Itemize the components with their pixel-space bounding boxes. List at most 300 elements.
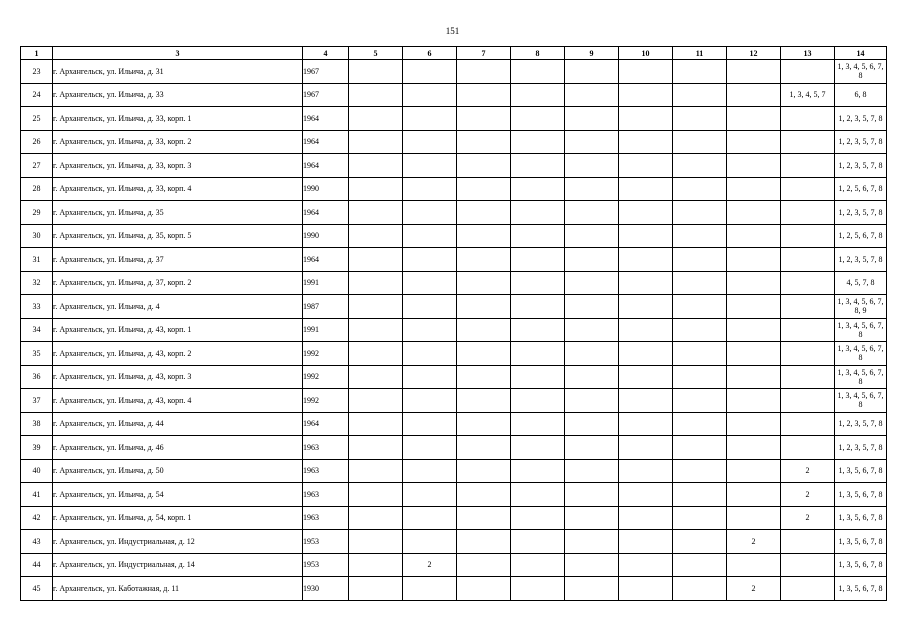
col10-cell	[619, 83, 673, 107]
column-header: 12	[727, 47, 781, 60]
row-number-cell: 32	[21, 271, 53, 295]
column-header: 9	[565, 47, 619, 60]
col5-cell	[349, 553, 403, 577]
table-row	[21, 154, 887, 178]
col6-cell	[403, 83, 457, 107]
col10-cell	[619, 224, 673, 248]
col6-cell	[403, 436, 457, 460]
year-cell: 1930	[303, 577, 349, 601]
col12-cell	[727, 224, 781, 248]
col11-cell	[673, 342, 727, 366]
col14-cell: 1, 3, 4, 5, 6, 7, 8	[835, 389, 887, 413]
col8-cell	[511, 295, 565, 319]
col12-cell	[727, 154, 781, 178]
col12-cell	[727, 248, 781, 272]
address-cell: г. Архангельск, ул. Ильича, д. 43, корп. 4	[53, 389, 303, 413]
col8-cell	[511, 483, 565, 507]
col9-cell	[565, 224, 619, 248]
col8-cell	[511, 177, 565, 201]
row-number-cell: 34	[21, 318, 53, 342]
col14-cell: 1, 2, 3, 5, 7, 8	[835, 107, 887, 131]
col11-cell	[673, 177, 727, 201]
col10-cell	[619, 130, 673, 154]
year-cell: 1953	[303, 530, 349, 554]
buildings-table	[20, 46, 887, 601]
col6-cell	[403, 577, 457, 601]
col10-cell	[619, 271, 673, 295]
col8-cell	[511, 506, 565, 530]
col8-cell	[511, 60, 565, 84]
column-header: 11	[673, 47, 727, 60]
year-cell: 1964	[303, 107, 349, 131]
col13-cell	[781, 365, 835, 389]
year-cell: 1963	[303, 483, 349, 507]
row-number-cell: 42	[21, 506, 53, 530]
col10-cell	[619, 483, 673, 507]
col10-cell	[619, 154, 673, 178]
col8-cell	[511, 365, 565, 389]
col5-cell	[349, 130, 403, 154]
col8-cell	[511, 130, 565, 154]
col14-cell: 1, 2, 3, 5, 7, 8	[835, 436, 887, 460]
year-cell: 1990	[303, 224, 349, 248]
year-cell: 1992	[303, 365, 349, 389]
col7-cell	[457, 436, 511, 460]
col14-cell: 1, 3, 5, 6, 7, 8	[835, 553, 887, 577]
col14-cell: 1, 3, 4, 5, 6, 7, 8	[835, 342, 887, 366]
col12-cell	[727, 295, 781, 319]
col14-cell: 1, 3, 5, 6, 7, 8	[835, 506, 887, 530]
col13-cell: 2	[781, 483, 835, 507]
col10-cell	[619, 506, 673, 530]
col7-cell	[457, 201, 511, 225]
address-cell: г. Архангельск, ул. Ильича, д. 33, корп. 4	[53, 177, 303, 201]
column-header: 6	[403, 47, 457, 60]
col8-cell	[511, 248, 565, 272]
table-row	[21, 60, 887, 84]
col14-cell: 1, 2, 3, 5, 7, 8	[835, 248, 887, 272]
col13-cell	[781, 248, 835, 272]
col10-cell	[619, 342, 673, 366]
col12-cell	[727, 107, 781, 131]
col13-cell	[781, 224, 835, 248]
col7-cell	[457, 459, 511, 483]
table-row	[21, 342, 887, 366]
col13-cell	[781, 154, 835, 178]
col14-cell: 1, 2, 5, 6, 7, 8	[835, 177, 887, 201]
col12-cell	[727, 506, 781, 530]
address-cell: г. Архангельск, ул. Ильича, д. 50	[53, 459, 303, 483]
column-header: 5	[349, 47, 403, 60]
table-row	[21, 436, 887, 460]
col9-cell	[565, 389, 619, 413]
col9-cell	[565, 553, 619, 577]
col13-cell: 2	[781, 506, 835, 530]
year-cell: 1987	[303, 295, 349, 319]
col7-cell	[457, 389, 511, 413]
row-number-cell: 44	[21, 553, 53, 577]
col5-cell	[349, 318, 403, 342]
col9-cell	[565, 248, 619, 272]
table-row	[21, 130, 887, 154]
col11-cell	[673, 295, 727, 319]
col9-cell	[565, 577, 619, 601]
col7-cell	[457, 342, 511, 366]
col5-cell	[349, 483, 403, 507]
col13-cell	[781, 177, 835, 201]
row-number-cell: 41	[21, 483, 53, 507]
col9-cell	[565, 295, 619, 319]
address-cell: г. Архангельск, ул. Индустриальная, д. 12	[53, 530, 303, 554]
col8-cell	[511, 412, 565, 436]
address-cell: г. Архангельск, ул. Индустриальная, д. 14	[53, 553, 303, 577]
col12-cell	[727, 365, 781, 389]
col10-cell	[619, 201, 673, 225]
col11-cell	[673, 154, 727, 178]
table-body	[21, 60, 887, 601]
col6-cell	[403, 530, 457, 554]
table-row	[21, 295, 887, 319]
col6-cell	[403, 271, 457, 295]
address-cell: г. Архангельск, ул. Ильича, д. 54	[53, 483, 303, 507]
col12-cell	[727, 459, 781, 483]
col6-cell	[403, 506, 457, 530]
col5-cell	[349, 201, 403, 225]
column-header: 3	[53, 47, 303, 60]
col9-cell	[565, 154, 619, 178]
row-number-cell: 25	[21, 107, 53, 131]
col12-cell	[727, 412, 781, 436]
col7-cell	[457, 483, 511, 507]
col12-cell	[727, 130, 781, 154]
col13-cell	[781, 553, 835, 577]
col14-cell: 1, 3, 5, 6, 7, 8	[835, 459, 887, 483]
col6-cell	[403, 201, 457, 225]
address-cell: г. Архангельск, ул. Ильича, д. 46	[53, 436, 303, 460]
col9-cell	[565, 177, 619, 201]
col12-cell	[727, 318, 781, 342]
address-cell: г. Архангельск, ул. Ильича, д. 37	[53, 248, 303, 272]
table-row	[21, 412, 887, 436]
address-cell: г. Архангельск, ул. Ильича, д. 33	[53, 83, 303, 107]
col12-cell	[727, 177, 781, 201]
col7-cell	[457, 248, 511, 272]
col6-cell	[403, 248, 457, 272]
year-cell: 1963	[303, 506, 349, 530]
table-row	[21, 553, 887, 577]
row-number-cell: 26	[21, 130, 53, 154]
table-row	[21, 318, 887, 342]
year-cell: 1991	[303, 318, 349, 342]
col6-cell	[403, 342, 457, 366]
col6-cell	[403, 318, 457, 342]
year-cell: 1953	[303, 553, 349, 577]
col10-cell	[619, 389, 673, 413]
col5-cell	[349, 83, 403, 107]
col11-cell	[673, 436, 727, 460]
col5-cell	[349, 530, 403, 554]
col7-cell	[457, 506, 511, 530]
row-number-cell: 31	[21, 248, 53, 272]
col5-cell	[349, 459, 403, 483]
col11-cell	[673, 389, 727, 413]
col14-cell: 1, 3, 5, 6, 7, 8	[835, 577, 887, 601]
col11-cell	[673, 506, 727, 530]
col7-cell	[457, 365, 511, 389]
column-header: 8	[511, 47, 565, 60]
col13-cell	[781, 342, 835, 366]
col8-cell	[511, 342, 565, 366]
table-row	[21, 530, 887, 554]
row-number-cell: 43	[21, 530, 53, 554]
col10-cell	[619, 107, 673, 131]
col7-cell	[457, 577, 511, 601]
year-cell: 1964	[303, 154, 349, 178]
col8-cell	[511, 318, 565, 342]
col9-cell	[565, 60, 619, 84]
row-number-cell: 27	[21, 154, 53, 178]
col14-cell: 4, 5, 7, 8	[835, 271, 887, 295]
col12-cell	[727, 201, 781, 225]
address-cell: г. Архангельск, ул. Ильича, д. 43, корп. 3	[53, 365, 303, 389]
col9-cell	[565, 506, 619, 530]
col7-cell	[457, 553, 511, 577]
col12-cell	[727, 436, 781, 460]
col14-cell: 1, 3, 4, 5, 6, 7, 8, 9	[835, 295, 887, 319]
col14-cell: 1, 2, 3, 5, 7, 8	[835, 201, 887, 225]
address-cell: г. Архангельск, ул. Ильича, д. 37, корп. 2	[53, 271, 303, 295]
col6-cell	[403, 365, 457, 389]
col7-cell	[457, 130, 511, 154]
col5-cell	[349, 389, 403, 413]
col8-cell	[511, 530, 565, 554]
row-number-cell: 35	[21, 342, 53, 366]
address-cell: г. Архангельск, ул. Ильича, д. 33, корп. 2	[53, 130, 303, 154]
col11-cell	[673, 201, 727, 225]
row-number-cell: 23	[21, 60, 53, 84]
col13-cell	[781, 201, 835, 225]
col11-cell	[673, 459, 727, 483]
col9-cell	[565, 365, 619, 389]
col5-cell	[349, 154, 403, 178]
col6-cell	[403, 295, 457, 319]
col13-cell	[781, 295, 835, 319]
table-row	[21, 365, 887, 389]
address-cell: г. Архангельск, ул. Ильича, д. 35, корп. 5	[53, 224, 303, 248]
col11-cell	[673, 412, 727, 436]
col8-cell	[511, 459, 565, 483]
col8-cell	[511, 83, 565, 107]
col13-cell: 1, 3, 4, 5, 7	[781, 83, 835, 107]
col5-cell	[349, 577, 403, 601]
column-header: 4	[303, 47, 349, 60]
col5-cell	[349, 365, 403, 389]
col11-cell	[673, 271, 727, 295]
col5-cell	[349, 60, 403, 84]
col8-cell	[511, 553, 565, 577]
col9-cell	[565, 436, 619, 460]
col6-cell	[403, 130, 457, 154]
col11-cell	[673, 530, 727, 554]
col6-cell: 2	[403, 553, 457, 577]
row-number-cell: 37	[21, 389, 53, 413]
col6-cell	[403, 412, 457, 436]
col6-cell	[403, 177, 457, 201]
col11-cell	[673, 248, 727, 272]
row-number-cell: 40	[21, 459, 53, 483]
col8-cell	[511, 107, 565, 131]
col7-cell	[457, 271, 511, 295]
row-number-cell: 38	[21, 412, 53, 436]
col13-cell	[781, 60, 835, 84]
col7-cell	[457, 60, 511, 84]
col9-cell	[565, 342, 619, 366]
col5-cell	[349, 177, 403, 201]
col14-cell: 1, 2, 3, 5, 7, 8	[835, 412, 887, 436]
col12-cell	[727, 271, 781, 295]
table-row	[21, 506, 887, 530]
address-cell: г. Архангельск, ул. Ильича, д. 43, корп. 1	[53, 318, 303, 342]
col7-cell	[457, 318, 511, 342]
col10-cell	[619, 318, 673, 342]
col9-cell	[565, 83, 619, 107]
col8-cell	[511, 224, 565, 248]
address-cell: г. Архангельск, ул. Ильича, д. 33, корп. 3	[53, 154, 303, 178]
col10-cell	[619, 365, 673, 389]
col10-cell	[619, 459, 673, 483]
row-number-cell: 33	[21, 295, 53, 319]
year-cell: 1964	[303, 412, 349, 436]
col8-cell	[511, 389, 565, 413]
col6-cell	[403, 107, 457, 131]
table-row	[21, 483, 887, 507]
year-cell: 1964	[303, 248, 349, 272]
col6-cell	[403, 459, 457, 483]
year-cell: 1992	[303, 342, 349, 366]
col5-cell	[349, 506, 403, 530]
table-row	[21, 224, 887, 248]
col10-cell	[619, 553, 673, 577]
year-cell: 1963	[303, 459, 349, 483]
col7-cell	[457, 530, 511, 554]
col7-cell	[457, 154, 511, 178]
col14-cell: 1, 3, 4, 5, 6, 7, 8	[835, 60, 887, 84]
table-header-row	[21, 47, 887, 60]
col11-cell	[673, 365, 727, 389]
col6-cell	[403, 389, 457, 413]
col12-cell: 2	[727, 530, 781, 554]
col12-cell	[727, 83, 781, 107]
col7-cell	[457, 107, 511, 131]
year-cell: 1991	[303, 271, 349, 295]
col12-cell: 2	[727, 577, 781, 601]
col11-cell	[673, 107, 727, 131]
col6-cell	[403, 154, 457, 178]
col14-cell: 1, 3, 4, 5, 6, 7, 8	[835, 318, 887, 342]
col12-cell	[727, 389, 781, 413]
year-cell: 1990	[303, 177, 349, 201]
address-cell: г. Архангельск, ул. Ильича, д. 44	[53, 412, 303, 436]
page-number: 151	[445, 26, 460, 36]
table-row	[21, 107, 887, 131]
address-cell: г. Архангельск, ул. Ильича, д. 35	[53, 201, 303, 225]
col9-cell	[565, 130, 619, 154]
col11-cell	[673, 224, 727, 248]
table-row	[21, 83, 887, 107]
address-cell: г. Архангельск, ул. Ильича, д. 4	[53, 295, 303, 319]
col8-cell	[511, 271, 565, 295]
col7-cell	[457, 177, 511, 201]
table-row	[21, 271, 887, 295]
col13-cell	[781, 271, 835, 295]
col8-cell	[511, 201, 565, 225]
col13-cell	[781, 412, 835, 436]
col10-cell	[619, 60, 673, 84]
address-cell: г. Архангельск, ул. Каботажная, д. 11	[53, 577, 303, 601]
col13-cell	[781, 107, 835, 131]
year-cell: 1964	[303, 201, 349, 225]
col13-cell	[781, 530, 835, 554]
year-cell: 1964	[303, 130, 349, 154]
col13-cell	[781, 318, 835, 342]
column-header: 7	[457, 47, 511, 60]
col5-cell	[349, 342, 403, 366]
col9-cell	[565, 318, 619, 342]
col11-cell	[673, 318, 727, 342]
row-number-cell: 36	[21, 365, 53, 389]
col11-cell	[673, 553, 727, 577]
col12-cell	[727, 342, 781, 366]
col9-cell	[565, 530, 619, 554]
col13-cell	[781, 436, 835, 460]
col10-cell	[619, 436, 673, 460]
table-row	[21, 248, 887, 272]
col8-cell	[511, 154, 565, 178]
col10-cell	[619, 412, 673, 436]
table-row	[21, 577, 887, 601]
col10-cell	[619, 295, 673, 319]
col8-cell	[511, 436, 565, 460]
column-header: 1	[21, 47, 53, 60]
address-cell: г. Архангельск, ул. Ильича, д. 43, корп. 2	[53, 342, 303, 366]
table-row	[21, 201, 887, 225]
col14-cell: 1, 3, 5, 6, 7, 8	[835, 483, 887, 507]
table-row	[21, 459, 887, 483]
col11-cell	[673, 577, 727, 601]
col9-cell	[565, 271, 619, 295]
col11-cell	[673, 483, 727, 507]
col5-cell	[349, 107, 403, 131]
col6-cell	[403, 483, 457, 507]
col11-cell	[673, 130, 727, 154]
col10-cell	[619, 248, 673, 272]
row-number-cell: 39	[21, 436, 53, 460]
row-number-cell: 29	[21, 201, 53, 225]
col9-cell	[565, 459, 619, 483]
col10-cell	[619, 577, 673, 601]
col7-cell	[457, 412, 511, 436]
address-cell: г. Архангельск, ул. Ильича, д. 31	[53, 60, 303, 84]
year-cell: 1963	[303, 436, 349, 460]
col6-cell	[403, 60, 457, 84]
year-cell: 1967	[303, 83, 349, 107]
col5-cell	[349, 224, 403, 248]
col5-cell	[349, 248, 403, 272]
col7-cell	[457, 224, 511, 248]
col9-cell	[565, 107, 619, 131]
col9-cell	[565, 412, 619, 436]
col7-cell	[457, 83, 511, 107]
